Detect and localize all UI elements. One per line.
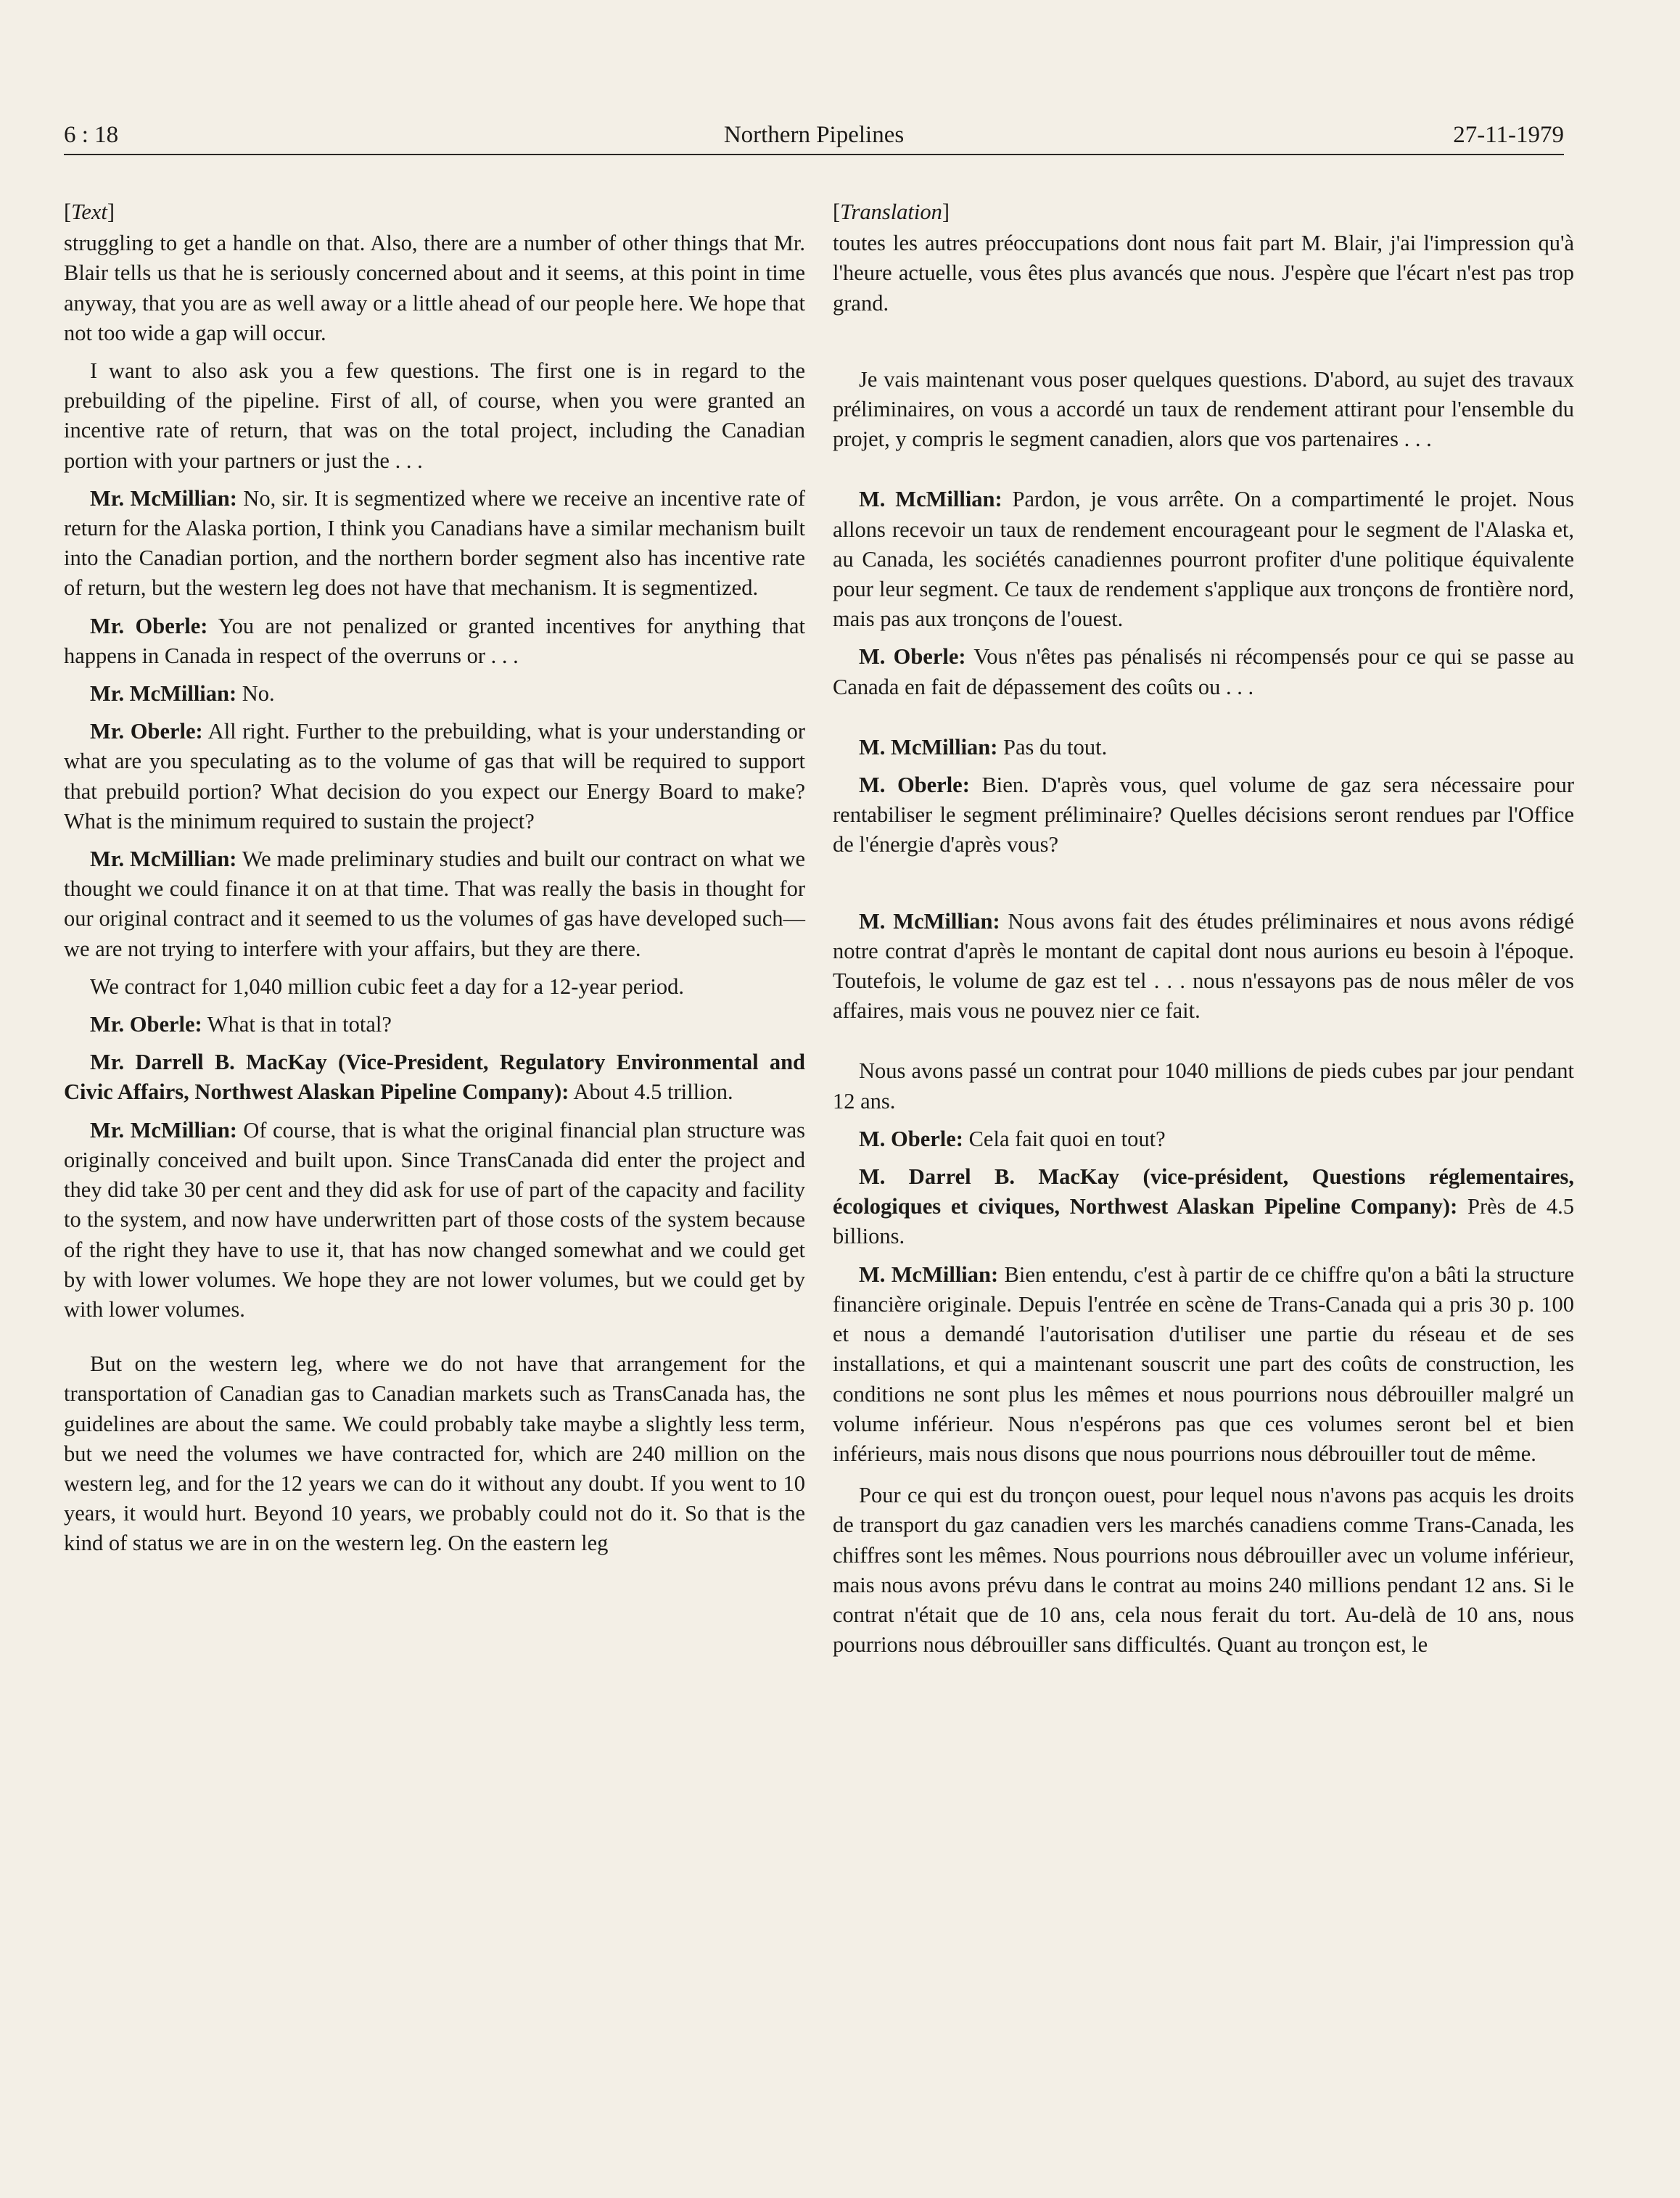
speaker: M. McMillian: — [859, 908, 1000, 934]
column-label — [833, 197, 1574, 227]
speech-text: All right. Further to the prebuilding, what is your understanding or what are you speculating as to the volume of gas that will be required to support that prebuild portion? What decision do you expect our Energy Board to make? What is the minimum required to sustain the project? — [64, 719, 805, 833]
speaker: M. McMillian: — [859, 487, 1002, 512]
speech-text: What is that in total? — [207, 1012, 392, 1037]
paragraph: Nous avons passé un contrat pour 1040 millions de pieds cubes par jour pendant 12 ans. — [833, 1058, 1574, 1114]
speech — [64, 1010, 805, 1040]
speech-text: Pardon, je vous arrête. On a compartimenté le projet. Nous allons recevoir un taux de rendement encourageant pour le segment de l'Alaska et, au Canada, les sociétés canadiennes pourront profiter d'une politique équivalente pour leur segment. Ce taux de rendement s'applique aux tronçons de frontière nord, mais pas aux tronçons de l'ouest. — [833, 487, 1574, 632]
speaker: M. McMillian: — [859, 734, 998, 760]
speaker: Mr. Oberle: — [90, 1012, 202, 1037]
speech — [833, 642, 1574, 701]
paragraph: Pour ce qui est du tronçon ouest, pour lequel nous n'avons pas acquis les droits de transport du gaz canadien vers les marchés canadiens comme Trans-Canada, les chiffres sont les mêmes. Nous pourrions nous débrouiller avec un volume inférieur, mais nous avons prévu dans le contrat au moins 240 millions pendant 12 ans. Si le contrat n'était que de 10 ans, cela nous ferait du tort. Au-delà de 10 ans, nous pourrions nous débrouiller sans difficultés. Quant au tronçon est, le — [833, 1483, 1574, 1658]
speech — [64, 844, 805, 964]
speech-text: Vous n'êtes pas pénalisés ni récompensés pour ce qui se passe au Canada en fait de dépassement des coûts ou . . . — [833, 644, 1574, 699]
running-title: Northern Pipelines — [723, 122, 905, 148]
speech — [64, 612, 805, 671]
speaker: Mr. Oberle: — [90, 719, 203, 744]
speech-text: No. — [242, 681, 275, 707]
label-word: Translation — [840, 199, 942, 224]
page-header — [64, 116, 1564, 155]
paragraph: But on the western leg, where we do not have that arrangement for the transportation of Canadian gas to Canadian markets such as TransCanada has, the guidelines are about the same. We could probably take maybe a slightly less term, but we need the volumes we have contracted for, which are 240 million on the western leg, and for the 12 years we can do it without any doubt. If you went to 10 years, it would hurt. Beyond 10 years, we probably could not do it. So that is the kind of status we are in on the western leg. On the eastern leg — [64, 1351, 805, 1556]
english-column — [64, 197, 805, 1559]
paragraph: struggling to get a handle on that. Also, there are a number of other things that Mr. Blair tells us that he is seriously concerned about and it seems, at this point in time anyway, that you are as well away or a little ahead of our people here. We hope that not too wide a gap will occur. — [64, 231, 805, 345]
speech — [833, 1162, 1574, 1252]
speech — [833, 733, 1574, 762]
label-open-bracket: [ — [64, 199, 72, 224]
label-word: Text — [71, 199, 107, 224]
speech — [64, 484, 805, 604]
speech — [833, 770, 1574, 860]
speaker: Mr. McMillian: — [90, 485, 237, 511]
paragraph: toutes les autres préoccupations dont nous fait part M. Blair, j'ai l'impression qu'à l'heure actuelle, vous êtes plus avancés que nous. J'espère que l'écart n'est pas trop grand. — [833, 231, 1574, 316]
speaker: M. McMillian: — [859, 1261, 999, 1287]
paragraph: Je vais maintenant vous poser quelques questions. D'abord, au sujet des travaux préliminaires, on vous a accordé un taux de rendement attirant pour l'ensemble du projet, y compris le segment canadien, alors que vos partenaires . . . — [833, 366, 1574, 452]
speech — [833, 485, 1574, 634]
speech — [64, 1047, 805, 1107]
page-number: 6 : 18 — [64, 122, 119, 148]
speech-text: Près de 4.5 billions. — [833, 1194, 1574, 1249]
speaker: Mr. Darrell B. MacKay (Vice-President, Regulatory Environmental and Civic Affairs, Northwest Alaskan Pipeline Company): — [64, 1050, 805, 1105]
label-close-bracket: ] — [107, 199, 115, 224]
speaker: Mr. McMillian: — [90, 681, 237, 707]
speaker: M. Oberle: — [859, 644, 966, 670]
speech-text: Of course, that is what the original financial plan structure was originally conceived and built upon. Since TransCanada did enter the project and they did take 30 per cent and they did ask for use of part of the capacity and facility to the system, and now have underwritten part of those costs of the system because of the right they have to use it, that has now changed somewhat and we could get by with lower volumes. We hope they are not lower volumes, but we could get by with lower volumes. — [64, 1117, 805, 1322]
speech-text: Pas du tout. — [1003, 734, 1108, 760]
speech — [64, 679, 805, 709]
speech-text: Cela fait quoi en tout? — [968, 1126, 1166, 1151]
speaker: Mr. McMillian: — [90, 847, 237, 872]
speech-text: You are not penalized or granted incentives for anything that happens in Canada in respect of the overruns or . . . — [64, 613, 805, 668]
speaker: M. Oberle: — [859, 773, 970, 798]
speech-text: We made preliminary studies and built our contract on what we thought we could finance it on at that time. That was really the basis in thought for our original contract and it seemed to us the volumes of gas have developed such—we are not trying to interfere with your affairs, but they are there. — [64, 847, 805, 961]
speaker: M. Darrel B. MacKay (vice-président, Questions réglementaires, écologiques et civiques, Northwest Alaskan Pipeline Company): — [833, 1164, 1574, 1219]
speaker: M. Oberle: — [859, 1126, 963, 1151]
speech — [833, 1260, 1574, 1469]
speaker: Mr. Oberle: — [90, 613, 208, 638]
speaker: Mr. McMillian: — [90, 1117, 237, 1143]
speech-text: Bien. D'après vous, quel volume de gaz sera nécessaire pour rentabiliser le segment préliminaire? Quelles décisions seront rendues par l'Office de l'énergie d'après vous? — [833, 773, 1575, 857]
sitting-date: 27-11-1979 — [1453, 122, 1564, 148]
label-close-bracket: ] — [942, 199, 950, 224]
speech-text: Nous avons fait des études préliminaires et nous avons rédigé notre contrat d'après le montant de capital dont nous aurions eu besoin à l'époque. Toutefois, le volume de gaz est tel . . . nous n'essayons pas de nous mêler de vos affaires, mais vous ne pouvez nier ce fait. — [833, 908, 1574, 1024]
speech — [64, 717, 805, 836]
speech-text: About 4.5 trillion. — [573, 1079, 733, 1105]
french-column — [833, 197, 1574, 1660]
speech — [64, 1116, 805, 1325]
column-label — [64, 197, 805, 227]
paragraph: I want to also ask you a few questions. The first one is in regard to the prebuilding of the pipeline. First of all, of course, when you were granted an incentive rate of return, that was on the total project, including the Canadian portion with your partners or just the . . . — [64, 358, 805, 473]
speech — [833, 907, 1574, 1026]
speech-text: Bien entendu, c'est à partir de ce chiffre qu'on a bâti la structure financière originale. Depuis l'entrée en scène de Trans-Canada qui a pris 30 p. 100 et nous a demandé l'autorisation d'utiliser une partie du réseau et de ses installations, et qui a maintenant souscrit une part des coûts de construction, les conditions ne sont plus les mêmes et nous pourrions nous débrouiller malgré un volume inférieur. Nous n'espérons pas que ces volumes seront bel et bien inférieurs, mais nous disons que nous pourrions nous débrouiller tout de même. — [833, 1261, 1575, 1466]
paragraph: We contract for 1,040 million cubic feet a day for a 12-year period. — [90, 974, 685, 999]
speech-text: No, sir. It is segmentized where we receive an incentive rate of return for the Alaska portion, I think you Canadians have a similar mechanism built into the Canadian portion, and the northern border segment also has incentive rate of return, but the western leg does not have that mechanism. It is segmentized. — [64, 485, 806, 601]
speech — [833, 1124, 1574, 1154]
label-open-bracket: [ — [833, 199, 841, 224]
